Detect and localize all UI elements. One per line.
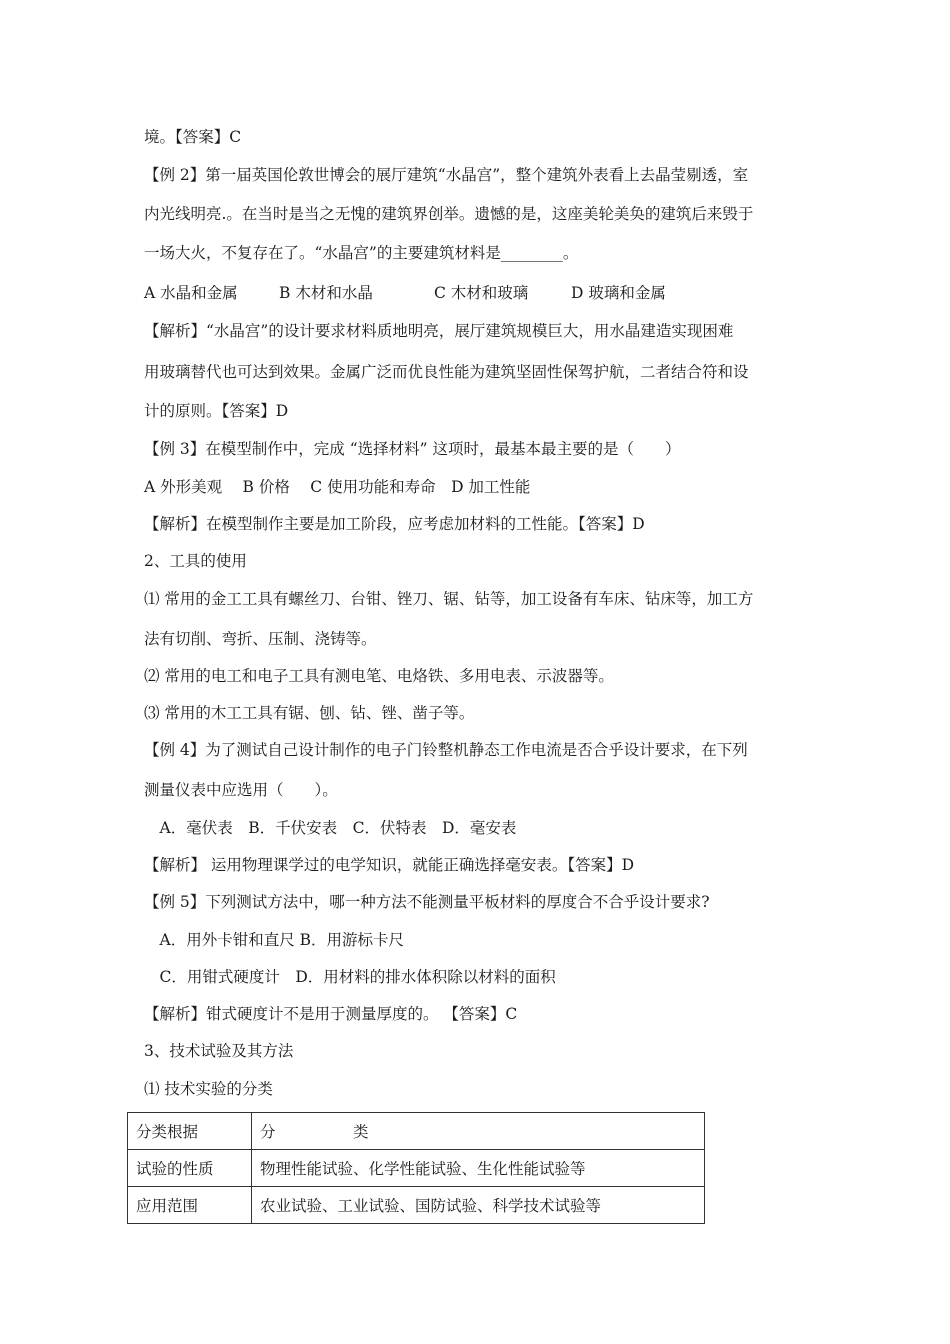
example-4-question-cont: 测量仪表中应选用（ ）。	[144, 781, 338, 799]
experiment-classification-heading: ⑴ 技术实验的分类	[144, 1080, 273, 1098]
table-cell: 应用范围	[128, 1187, 252, 1224]
section-heading-experiments: 3、技术试验及其方法	[144, 1042, 294, 1060]
example-4-question: 【例 4】为了测试自己设计制作的电子门铃整机静态工作电流是否合乎设计要求，在下列	[144, 741, 748, 759]
example-2-question-cont: 内光线明亮.。在当时是当之无愧的建筑界创举。遗憾的是，这座美轮美奂的建筑后来毁于	[144, 205, 754, 223]
example-2-answer: 计的原则。【答案】D	[144, 402, 289, 420]
table-row	[128, 1187, 705, 1224]
example-2-analysis: 【解析】“水晶宫”的设计要求材料质地明亮，展厅建筑规模巨大，用水晶建造实现困难	[144, 322, 734, 340]
example-2-question-end: 一场大火，不复存在了。“水晶宫”的主要建筑材料是________。	[144, 244, 579, 262]
example-2-options	[144, 283, 814, 303]
tools-item-1-cont: 法有切削、弯折、压制、浇铸等。	[144, 630, 377, 648]
example-4-options: A．毫伏表 B．千伏安表 C．伏特表 D．毫安表	[144, 819, 517, 837]
table-cell: 农业试验、工业试验、国防试验、科学技术试验等	[252, 1187, 705, 1224]
tools-item-3: ⑶ 常用的木工工具有锯、刨、钻、锉、凿子等。	[144, 704, 475, 722]
table-header-row	[128, 1113, 705, 1150]
option-a: A 水晶和金属	[144, 284, 238, 302]
table-header-cell: 分类根据	[128, 1113, 252, 1150]
example-4-analysis: 【解析】 运用物理课学过的电学知识，就能正确选择毫安表。【答案】D	[144, 856, 635, 874]
table-cell: 物理性能试验、化学性能试验、生化性能试验等	[252, 1150, 705, 1187]
option-b: B 木材和水晶	[279, 284, 373, 302]
classification-table	[127, 1112, 705, 1224]
example-3-options: A 外形美观 B 价格 C 使用功能和寿命 D 加工性能	[144, 478, 531, 496]
example-5-options-ab: A．用外卡钳和直尺 B．用游标卡尺	[144, 931, 405, 949]
table-header-cell: 分 类	[252, 1113, 705, 1150]
table-row	[128, 1150, 705, 1187]
example-3-question: 【例 3】在模型制作中，完成 “选择材料” 这项时，最基本最主要的是（ ）	[144, 440, 681, 458]
tools-item-2: ⑵ 常用的电工和电子工具有测电笔、电烙铁、多用电表、示波器等。	[144, 667, 614, 685]
example-3-analysis: 【解析】在模型制作主要是加工阶段，应考虑加材料的工性能。【答案】D	[144, 515, 645, 533]
answer-line: 境。【答案】C	[144, 128, 242, 146]
example-2-question: 【例 2】第一届英国伦敦世博会的展厅建筑“水晶宫”，整个建筑外表看上去晶莹剔透，室	[144, 166, 749, 184]
example-5-options-cd: C．用钳式硬度计 D．用材料的排水体积除以材料的面积	[144, 968, 556, 986]
option-d: D 玻璃和金属	[571, 284, 666, 302]
example-5-analysis: 【解析】钳式硬度计不是用于测量厚度的。 【答案】C	[144, 1005, 518, 1023]
example-2-analysis-cont: 用玻璃替代也可达到效果。金属广泛而优良性能为建筑坚固性保驾护航，二者结合符和设	[144, 363, 749, 381]
tools-item-1: ⑴ 常用的金工工具有螺丝刀、台钳、锉刀、锯、钻等，加工设备有车床、钻床等，加工方	[144, 590, 754, 608]
option-c: C 木材和玻璃	[434, 284, 529, 302]
table-cell: 试验的性质	[128, 1150, 252, 1187]
section-heading-tools: 2、工具的使用	[144, 552, 247, 570]
example-5-question: 【例 5】下列测试方法中，哪一种方法不能测量平板材料的厚度合不合乎设计要求?	[144, 893, 710, 911]
